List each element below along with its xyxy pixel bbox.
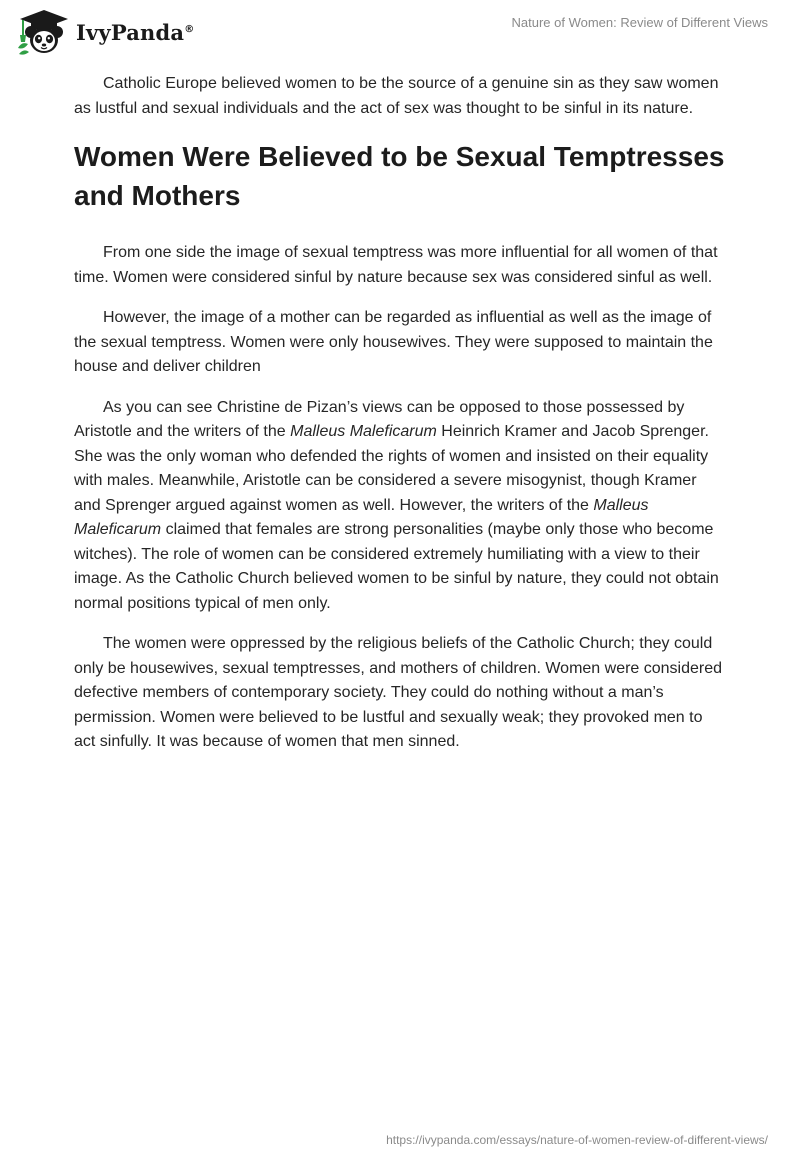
paragraph-1: From one side the image of sexual temptress was more influential for all women of that time. Women were considered sinful by nature because sex was considered sinful as well.: [74, 244, 718, 286]
paragraph-2: However, the image of a mother can be regarded as influential as well as the image of the sexual temptress. Women were only housewives. They were supposed to maintain the house and deliver children: [74, 309, 713, 375]
document-title: Nature of Women: Review of Different Views: [511, 15, 768, 30]
essay-content: [74, 72, 726, 771]
section-heading: Women Were Believed to be Sexual Temptresses and Mothers: [74, 141, 725, 211]
intro-paragraph: Catholic Europe believed women to be the source of a genuine sin as they saw women as lustful and sexual individuals and the act of sex was thought to be sinful in its nature.: [74, 75, 719, 117]
paragraph-3-part-b: Heinrich Kramer and Jacob Sprenger. She was the only woman who defended the rights of women and insisted on their equality with males. Meanwhile, Aristotle can be considered a severe misogynist, though Kramer and Sprenger argued against women as well. However, the writers of the: [74, 423, 709, 514]
page-header: [0, 0, 800, 64]
paragraph-3: [74, 396, 726, 617]
paragraph-4: The women were oppressed by the religious beliefs of the Catholic Church; they could only be housewives, sexual temptresses, and mothers of children. Women were considered defective members of contemporary society. They could do nothing without a man’s permission. Women were believed to be lustful and sexually weak; they provoked men to act sinfully. It was because of women that men sinned.: [74, 635, 723, 750]
paragraph-3-part-a: As you can see Christine de Pizan’s views can be opposed to those possessed by Aristotle and the writers of the: [74, 398, 685, 440]
ivypanda-logo[interactable]: [14, 8, 194, 56]
book-title-italic: Malleus Maleficarum: [74, 496, 649, 538]
registered-mark: ®: [184, 23, 195, 35]
book-title-italic: Malleus Maleficarum: [290, 423, 437, 440]
source-url-link[interactable]: https://ivypanda.com/essays/nature-of-women-review-of-different-views/: [386, 1133, 768, 1147]
paragraph-3-part-c: claimed that females are strong personalities (maybe only those who become witches). The role of women can be considered extremely humiliating with a view to their image. As the Catholic Church believed women to be sinful by nature, they could not obtain normal positions typical of men only.: [74, 521, 719, 612]
logo-wordmark: [76, 20, 194, 45]
logo-text: IvyPanda: [76, 19, 185, 45]
panda-graduate-icon: [14, 8, 74, 56]
